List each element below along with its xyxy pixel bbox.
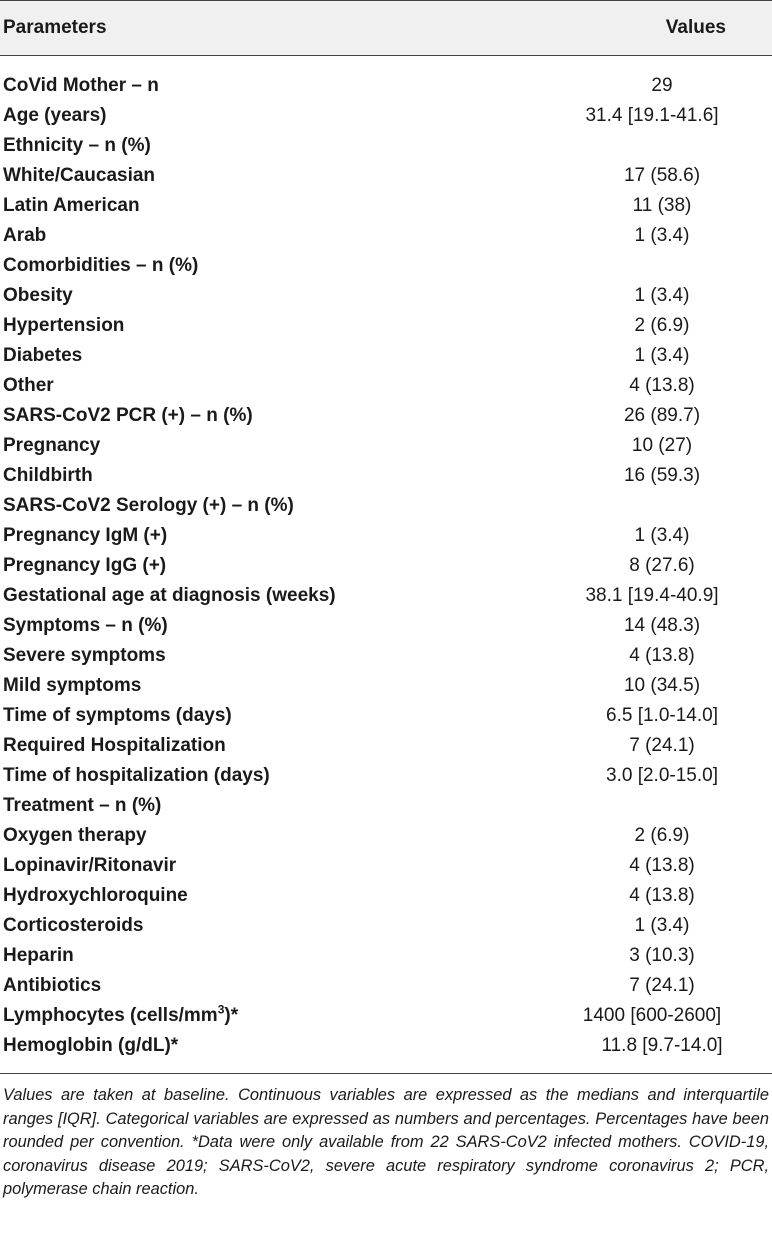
row-label: Comorbidities – n (%) — [3, 255, 199, 276]
row-value: 1 (3.4) — [634, 345, 690, 366]
row-label: Diabetes — [3, 345, 83, 366]
row-label: Time of symptoms (days) — [3, 705, 232, 726]
table-header — [0, 0, 772, 56]
table-body — [0, 56, 772, 1061]
row-label: Symptoms – n (%) — [3, 615, 168, 636]
table-row-lymphocytes — [0, 1001, 772, 1031]
row-value: 1 (3.4) — [634, 225, 690, 246]
row-value: 7 (24.1) — [629, 975, 695, 996]
row-label: Ethnicity – n (%) — [3, 135, 151, 156]
table-row — [0, 581, 772, 611]
row-label: Latin American — [3, 195, 140, 216]
table-row — [0, 341, 772, 371]
row-value: 31.4 [19.1-41.6] — [585, 105, 719, 126]
table-row — [0, 791, 772, 821]
row-label: Hemoglobin (g/dL)* — [3, 1035, 179, 1056]
row-value: 29 — [651, 75, 673, 96]
row-value: 1 (3.4) — [634, 285, 690, 306]
row-value: 4 (13.8) — [629, 375, 695, 396]
row-label: Arab — [3, 225, 47, 246]
row-value: 1 (3.4) — [634, 915, 690, 936]
table-row — [0, 161, 772, 191]
table-row — [0, 761, 772, 791]
row-label: Corticosteroids — [3, 915, 144, 936]
table-row — [0, 461, 772, 491]
table-row — [0, 431, 772, 461]
table-row — [0, 521, 772, 551]
table-row — [0, 131, 772, 161]
row-label: Lymphocytes $(cells/mm^3)*$ — [3, 1002, 239, 1026]
row-value: 17 (58.6) — [623, 165, 701, 186]
row-label: CoVid Mother – n — [3, 75, 159, 96]
row-value: 6.5 [1.0-14.0] — [606, 705, 718, 726]
table-row — [0, 671, 772, 701]
row-label: Obesity — [3, 285, 73, 306]
row-label: Hypertension — [3, 315, 125, 336]
row-label: Pregnancy IgM (+) — [3, 525, 168, 546]
row-value: 4 (13.8) — [629, 855, 695, 876]
row-label: Other — [3, 375, 54, 396]
table-row — [0, 281, 772, 311]
row-value: 1 (3.4) — [634, 525, 690, 546]
row-label: Antibiotics — [3, 975, 102, 996]
row-label: SARS-CoV2 PCR (+) – n (%) — [3, 405, 253, 426]
row-label: Pregnancy — [3, 435, 101, 456]
header-parameters: Parameters — [3, 17, 107, 38]
row-label: Gestational age at diagnosis (weeks) — [3, 585, 336, 606]
table-row — [0, 251, 772, 281]
row-value: 8 (27.6) — [629, 555, 695, 576]
table-row — [0, 851, 772, 881]
row-value: 10 (27) — [631, 435, 693, 456]
row-value: 2 (6.9) — [634, 315, 690, 336]
row-value: 4 (13.8) — [629, 645, 695, 666]
row-label: Age (years) — [3, 105, 107, 126]
row-label: Lopinavir/Ritonavir — [3, 855, 177, 876]
row-value: 10 (34.5) — [623, 675, 701, 696]
row-label: Severe symptoms — [3, 645, 166, 666]
table-row-hemoglobin — [0, 1031, 772, 1061]
row-value: 1400 [600-2600] — [582, 1005, 722, 1026]
row-label: Treatment – n (%) — [3, 795, 162, 816]
table-row — [0, 881, 772, 911]
row-value: 16 (59.3) — [623, 465, 701, 486]
table-row — [0, 221, 772, 251]
row-label: Mild symptoms — [3, 675, 142, 696]
header-values: Values — [665, 17, 726, 38]
table-row — [0, 701, 772, 731]
table-footnote: Values are taken at baseline. Continuous variables are expressed as the medians and interquartile ranges [IQR]. Categorical variables are expressed as numbers and percentages. Percentages have been rounded per convention. *Data were only available from 22 SARS-CoV2 infected mothers. COVID-19, coronavirus disease 2019; SARS-CoV2, severe acute respiratory syndrome coronavirus 2; PCR, polymerase chain reaction. — [3, 1086, 769, 1199]
table-row — [0, 941, 772, 971]
table-row — [0, 101, 772, 131]
row-label: Required Hospitalization — [3, 735, 226, 756]
table-row — [0, 71, 772, 101]
row-value: 2 (6.9) — [634, 825, 690, 846]
table-row — [0, 551, 772, 581]
row-label: Oxygen therapy — [3, 825, 147, 846]
table-row — [0, 311, 772, 341]
row-value: 3 (10.3) — [629, 945, 695, 966]
table-row — [0, 491, 772, 521]
row-label: Hydroxychloroquine — [3, 885, 188, 906]
row-value: 14 (48.3) — [623, 615, 701, 636]
row-value: 26 (89.7) — [623, 405, 701, 426]
row-label: Childbirth — [3, 465, 93, 486]
row-value: 11 (38) — [632, 195, 692, 216]
row-value: 7 (24.1) — [629, 735, 695, 756]
table-row — [0, 731, 772, 761]
table-row — [0, 191, 772, 221]
table-row — [0, 641, 772, 671]
table-row — [0, 611, 772, 641]
row-value: 3.0 [2.0-15.0] — [606, 765, 718, 786]
row-label: Time of hospitalization (days) — [3, 765, 270, 786]
row-label: SARS-CoV2 Serology (+) – n (%) — [3, 495, 294, 516]
table-row — [0, 971, 772, 1001]
table-row — [0, 371, 772, 401]
table-row — [0, 821, 772, 851]
row-value: 4 (13.8) — [629, 885, 695, 906]
row-label: White/Caucasian — [3, 165, 156, 186]
row-value: 38.1 [19.4-40.9] — [585, 585, 719, 606]
table-row — [0, 401, 772, 431]
row-label: Heparin — [3, 945, 74, 966]
row-label: Pregnancy IgG (+) — [3, 555, 167, 576]
row-value: 11.8 [9.7-14.0] — [601, 1035, 723, 1056]
table-row — [0, 911, 772, 941]
